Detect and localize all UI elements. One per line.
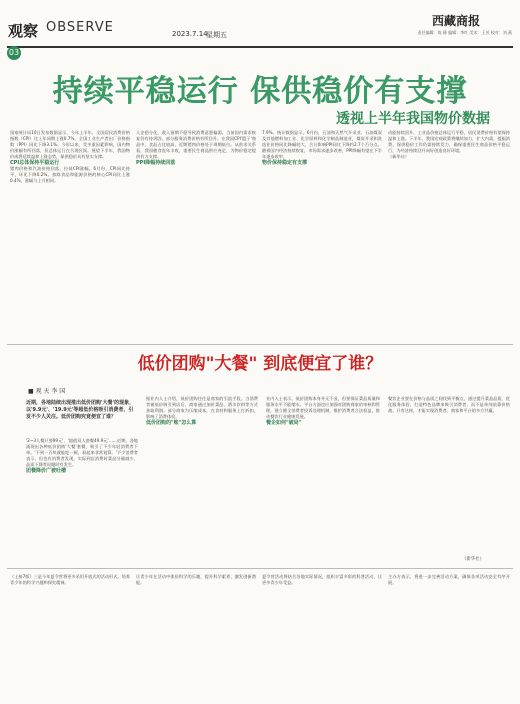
article3-column-2: 让青少年在活动中体验科学的乐趣，提升科学素养，激发创新潜能。 <box>136 574 256 585</box>
editor-credits: 责任编辑：陈 静 编辑：李红 美术：王芳 校对：刘 燕 <box>417 30 512 35</box>
section-title-en: OBSERVE <box>46 20 114 35</box>
article2-lead: 近期，各地陆续出现推出低价团购'大餐'的现象，以'9.9元'、'19.9元'等超低价格吸引消费者，引发不少人关注。低价团购究竟便宜了谁？ <box>26 400 135 420</box>
article1-col3-text: 7.9%。统计数据显示，6月份，石油和天然气开采业、石油煤炭及其他燃料加工业、化学原料和化学制品制造业，煤炭开采和洗选业价格同比降幅较大，合计影响PPI同比下降约2.7个百分点。随着国内经济持续恢复，市场需求逐步改善，PPI降幅有望在下半年逐步收窄。 <box>262 130 382 159</box>
article2-sign: （新华社） <box>462 557 484 562</box>
article1-headline: 持续平稳运行 保供稳价有支撑 <box>52 74 468 109</box>
article1-col4-sign: （新华社） <box>388 154 409 159</box>
article1-subhead: 透视上半年我国物价数据 <box>336 111 490 127</box>
article2-column-1 <box>26 438 138 560</box>
article1-col4-text: 动能持续回升，工业品价格总体运行平稳，居民消费价格有望保持温和上涨。下半年，我国宏观政策将继续加力，扩大内需，提振消费，保供稳价工作仍需持续发力，确保重要民生商品价格平稳运行，为经济持续回升向好创造良好环境。 <box>388 130 510 153</box>
article1-column-1 <box>10 130 130 340</box>
page-number-badge: 03 <box>7 46 21 60</box>
article1-col1-text: 国家统计局10日发布数据显示，今年上半年，全国居民消费价格指数（CPI）比上年同期上涨0.7%，全国工业生产者出厂价格指数（PPI）同比下降3.1%。今年以来，受多重因素影响，国内物价涨幅有所回落，但总体运行在合理区间。展望下半年，我国物价或将延续温和上涨态势，保供稳价具有坚实支撑。 <box>10 130 130 159</box>
article1-column-4 <box>388 130 510 340</box>
article2-col1-subheading: 团餐降价广被吐槽 <box>26 468 67 474</box>
article1-column-3 <box>262 130 382 340</box>
article2-headline: 低价团购"大餐" 到底便宜了谁？ <box>137 354 383 374</box>
paper-name: 西藏商报 <box>432 14 481 28</box>
article-divider-1 <box>7 344 513 345</box>
article2-col2-subheading: 低价团购的"账"怎么算 <box>146 420 197 426</box>
article2-column-2 <box>146 396 258 560</box>
article1-col1-body: 猪肉价格和汽油价格回落，拉低CPI涨幅。6月份，CPI同比持平，环比下降0.2%。扣除食品和能源价格的核心CPI同比上涨0.4%，涨幅与上月相同。 <box>10 166 130 183</box>
article1-col1-subheading: CPI总体保持平稳运行 <box>10 160 60 166</box>
article2-col2-text: 据业内人士介绍，低价团购往往是商家的引流手段。当消费者被低价吸引到店后，商家通过加价菜品、酒水饮料等方式获取利润。部分商家为压缩成本，在食材和服务上打折扣，影响了消费体验。 <box>146 396 258 419</box>
article2-col3-text: 业内人士表示，低价团购本身并无不妥，但要保证菜品质量和服务水平不能缩水。平台方面也应加强对团购商家的审核和管理，建立健全消费者投诉处理机制，维护消费者合法权益，推动餐饮行业健康发展。 <box>266 396 380 419</box>
article2-column-4 <box>388 396 510 552</box>
issue-weekday: 星期五 <box>206 31 227 39</box>
article2-col1-text: '2~3人餐只要99元'、'超值双人套餐49.9元'……近期，各地涌现出各种低价团购'大餐'套餐，吸引了不少年轻消费者下单。'不到一百块就能吃一顿，看起来非常划算。'不少消费者表示。但也有消费者发现，实际到店消费时菜品分量减少、品质下降等问题时有发生。 <box>26 438 138 467</box>
article2-col4-text: 餐饮企业要在价格与品质之间找到平衡点，通过提升菜品品质、优化服务体验、打造特色品牌来吸引消费者，而不是单纯依靠价格战。只有这样，才能实现消费者、商家和平台的多方共赢。 <box>388 396 510 413</box>
article2-byline: ■ 观 天 李 国 <box>28 388 66 395</box>
article-divider-2 <box>7 568 513 569</box>
article2-column-3 <box>266 396 380 560</box>
article1-col3-subheading: 物价保持稳定有支撑 <box>262 160 308 166</box>
article1-col2-subheading: PPI降幅持续回落 <box>136 160 176 166</box>
article2-col3-subheading: 餐企如何"破局" <box>266 420 302 426</box>
article3-column-4: 主办方表示，将进一步完善活动方案，确保各项活动安全有序开展。 <box>388 574 510 585</box>
issue-date: 2023.7.14 <box>172 30 208 38</box>
article1-col2-text: 人企稳分化，收入预期不稳导致消费意愿偏弱。当前国内需求恢复仍有待巩固，部分服务消费价格有所回升。在我国CPI'篮子'商品中，食品占比较高，近期猪肉价格处于周期低位。从供求关系看，我国粮食连年丰收，重要民生商品供应充足，为物价稳定提供有力支撑。 <box>136 130 256 159</box>
header-rule <box>7 46 513 48</box>
article3-column-1: （上接7版）三是今年夏令营将更多采用开放式的活动形式，培养青少年的科学兴趣和探究精神。 <box>10 574 130 585</box>
section-title-cn: 观察 <box>8 22 39 40</box>
article3-column-3: 夏令营活动将结合各地实际情况，组织丰富多彩的科普活动，让更多青少年受益。 <box>262 574 382 585</box>
article1-column-2 <box>136 130 256 340</box>
